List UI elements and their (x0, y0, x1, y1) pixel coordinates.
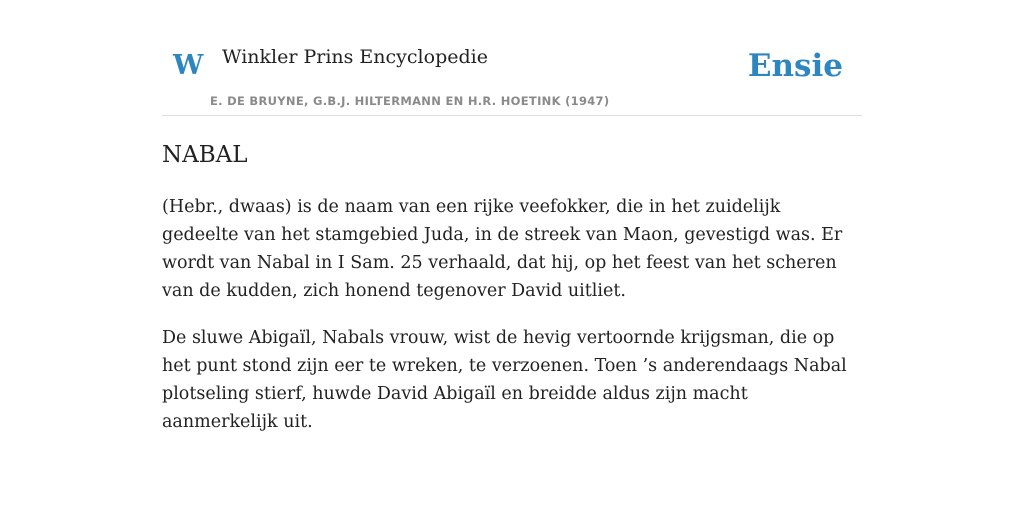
publication-title: Winkler Prins Encyclopedie (222, 46, 488, 68)
publication-authors: E. DE BRUYNE, G.B.J. HILTERMANN EN H.R. HOETINK (1947) (210, 94, 610, 108)
article-paragraph: (Hebr., dwaas) is de naam van een rijke veefokker, die in het zuidelijk gedeelte van het stamgebied Juda, in de streek van Maon, gevestigd was. Er wordt van Nabal in I Sam. 25 verhaald, dat hij, op het feest van het scheren van de kudden, zich honend tegenover David uitliet. (162, 197, 843, 301)
source-header (162, 0, 862, 116)
article-paragraph: De sluwe Abigaïl, Nabals vrouw, wist de hevig vertoornde krijgsman, die op het punt stond zijn eer te wreken, te verzoenen. Toen ’s anderendaags Nabal plotseling stierf, huwde David Abigaïl en breidde aldus zijn macht aanmerkelijk uit. (162, 328, 847, 432)
publication-logo: W (173, 50, 204, 81)
article (162, 140, 862, 436)
site-logo-link[interactable]: Ensie (747, 48, 843, 84)
article-title: NABAL (162, 142, 248, 168)
page-container (162, 0, 862, 436)
